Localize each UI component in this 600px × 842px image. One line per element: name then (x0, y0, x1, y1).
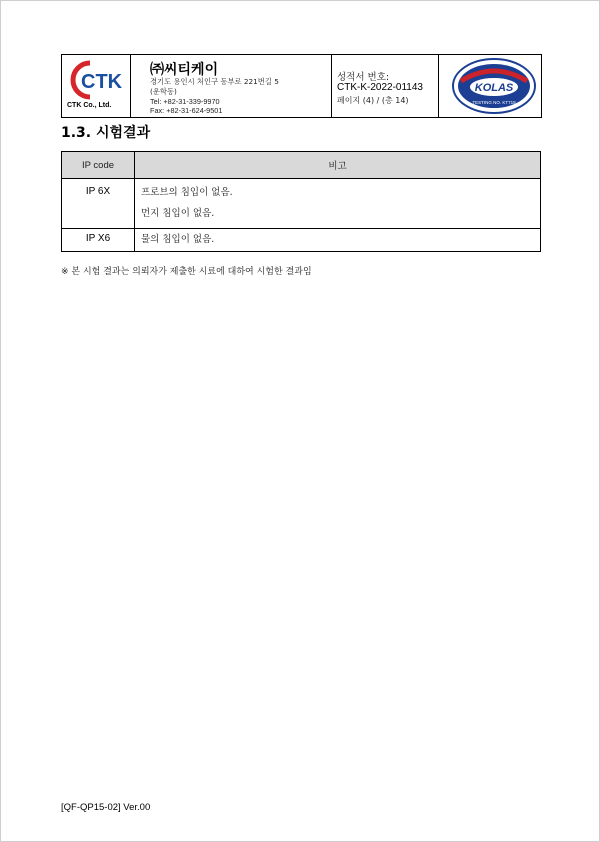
company-tel: Tel: +82-31-339-9970 (150, 97, 220, 106)
logo-text: CTK (81, 71, 123, 93)
column-header-ip-code: IP code (62, 152, 135, 179)
section-title: 1.3. 시험결과 (61, 125, 151, 141)
report-number-label: 성적서 번호: (337, 72, 390, 83)
kolas-seal-icon (451, 57, 537, 115)
column-header-remarks: 비고 (135, 152, 541, 179)
footnote: ※ 본 시험 결과는 의뢰자가 제출한 시료에 대하여 시험한 결과임 (61, 267, 312, 277)
table-row (62, 179, 541, 229)
address-line-2: (운학동) (150, 87, 177, 96)
logo-caption: CTK Co., Ltd. (67, 102, 112, 109)
company-fax: Fax: +82-31-624-9501 (150, 106, 223, 115)
remark-line: 먼지 침입이 없음. (141, 208, 215, 219)
page-info: 페이지 (4) / (총 14) (337, 96, 409, 105)
remarks-cell (135, 179, 541, 229)
results-table (61, 151, 541, 252)
kolas-testing-no: TESTING NO. KT719 (472, 100, 516, 105)
document-header (61, 54, 542, 118)
ctk-logo-icon (68, 59, 124, 101)
report-info-cell (332, 55, 439, 117)
ip-code-cell: IP X6 (62, 229, 135, 252)
remark-line: 물의 침입이 없음. (141, 234, 215, 245)
kolas-cell (439, 55, 541, 117)
kolas-text: KOLAS (474, 82, 514, 94)
ip-code-cell: IP 6X (62, 179, 135, 229)
form-code: [QF-QP15-02] Ver.00 (61, 802, 151, 813)
table-row (62, 229, 541, 252)
report-number: CTK-K-2022-01143 (337, 82, 423, 93)
remarks-cell (135, 229, 541, 252)
address-line-1: 경기도 용인시 처인구 동부로 221번길 5 (150, 77, 279, 86)
company-name: ㈜씨티케이 (150, 62, 219, 78)
logo-cell (62, 55, 131, 117)
company-cell (131, 55, 332, 117)
company-address (150, 77, 279, 97)
remark-line: 프로브의 침입이 없음. (141, 187, 233, 198)
table-header-row (62, 152, 541, 179)
